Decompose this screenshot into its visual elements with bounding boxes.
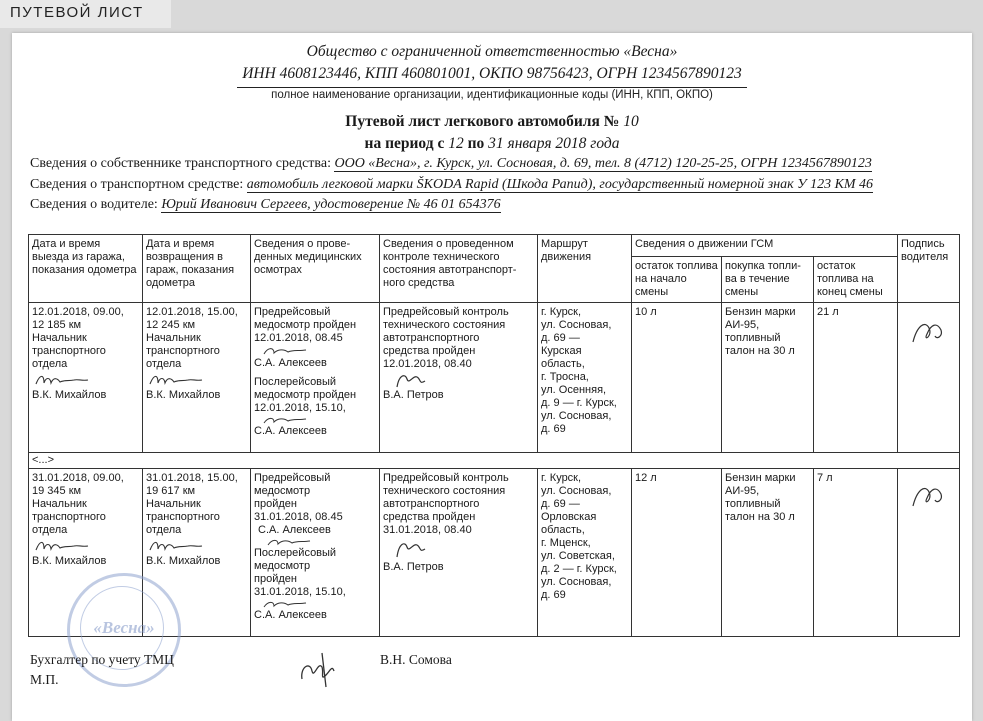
waybill-page bbox=[12, 33, 972, 721]
row2-technical-cell bbox=[380, 469, 538, 637]
header-signature: Подпись водителя bbox=[898, 235, 960, 303]
org-underline bbox=[237, 87, 747, 88]
company-seal-icon bbox=[67, 573, 181, 687]
waybill-title bbox=[12, 113, 972, 131]
row2-fuel-end: 7 л bbox=[814, 469, 898, 637]
org-codes: ИНН 4608123446, КПП 460801001, ОКПО 98756423, ОГРН 1234567890123 bbox=[242, 65, 742, 82]
header-fuel-group: Сведения о движении ГСМ bbox=[632, 235, 898, 257]
row2-technical-signer: В.А. Петров bbox=[383, 561, 444, 573]
row2-medical-pre-signer: С.А. Алексеев bbox=[258, 524, 331, 536]
signature-mikhailov-icon bbox=[146, 537, 206, 555]
row1-technical-signer: В.А. Петров bbox=[383, 389, 444, 401]
header-technical: Сведения о проведенном контроле технического состояния автотранспорт-ного средства bbox=[380, 235, 538, 303]
row2-return: 31.01.2018, 15.00, 19 617 км Начальник транспортного отдела bbox=[146, 472, 238, 536]
row2-return-signer: В.К. Михайлов bbox=[146, 555, 221, 567]
signature-mikhailov-icon bbox=[32, 371, 92, 389]
header-medical: Сведения о прове-денных медицинских осмотрах bbox=[251, 235, 380, 303]
period-mid: по bbox=[467, 135, 485, 152]
row1-medical-pre-signer: С.А. Алексеев bbox=[254, 357, 327, 369]
row2-medical-pre: Предрейсовый медосмотр пройден 31.01.2018, 08.45 bbox=[254, 472, 343, 523]
waybill-number: 10 bbox=[623, 113, 639, 130]
signature-alekseev-icon bbox=[254, 537, 314, 547]
header-departure: Дата и время выезда из гаража, показания одометра bbox=[29, 235, 143, 303]
row1-medical-cell bbox=[251, 303, 380, 453]
period-from: 12 bbox=[448, 135, 464, 152]
waybill-table bbox=[28, 234, 960, 637]
document-type-label: ПУТЕВОЙ ЛИСТ bbox=[10, 4, 144, 21]
row1-departure-cell bbox=[29, 303, 143, 453]
owner-info bbox=[30, 156, 872, 172]
accountant-name: В.Н. Сомова bbox=[380, 652, 452, 667]
row2-medical-post: Послерейсовый медосмотр пройден 31.01.2018, 15.10, bbox=[254, 547, 346, 598]
signature-somova-icon bbox=[296, 641, 346, 691]
org-name: Общество с ограниченной ответственностью «Весна» bbox=[306, 43, 678, 60]
row2-driver-signature-cell bbox=[898, 469, 960, 637]
ellipsis-row: <...> bbox=[29, 453, 960, 469]
document-type-tab bbox=[0, 0, 171, 28]
accountant-label: Бухгалтер по учету ТМЦ bbox=[30, 652, 174, 667]
vehicle-info bbox=[30, 177, 873, 193]
row1-fuel-end: 21 л bbox=[814, 303, 898, 453]
table-row bbox=[29, 303, 960, 453]
row1-route: г. Курск, ул. Сосновая, д. 69 — Курская область, г. Тросна, ул. Осенняя, д. 9 — г. Курск, ул. Сосновая, д. 69 bbox=[538, 303, 632, 453]
waybill-period bbox=[12, 135, 972, 153]
signature-mikhailov-icon bbox=[32, 537, 92, 555]
vehicle-label: Сведения о транспортном средстве: bbox=[30, 177, 244, 192]
period-to: 31 января 2018 года bbox=[488, 135, 620, 152]
signature-alekseev-icon bbox=[254, 345, 314, 357]
org-caption: полное наименование организации, идентификационные коды (ИНН, КПП, ОКПО) bbox=[271, 89, 713, 101]
row2-technical: Предрейсовый контроль технического состояния автотранспортного средства пройден 31.01.2018, 08.40 bbox=[383, 472, 509, 536]
signature-petrov-icon bbox=[383, 537, 443, 561]
row1-medical-pre: Предрейсовый медосмотр пройден 12.01.2018, 08.45 bbox=[254, 306, 357, 344]
row1-medical-post: Послерейсовый медосмотр пройден 12.01.2018, 15.10, bbox=[254, 376, 357, 414]
owner-label: Сведения о собственнике транспортного средства: bbox=[30, 156, 331, 171]
header-fuel-start: остаток топлива на начало смены bbox=[632, 257, 722, 303]
row1-return-signer: В.К. Михайлов bbox=[146, 389, 221, 401]
signature-driver-icon bbox=[907, 476, 957, 516]
row1-return-cell bbox=[143, 303, 251, 453]
row1-technical: Предрейсовый контроль технического состояния автотранспортного средства пройден 12.01.2018, 08.40 bbox=[383, 306, 509, 370]
row1-departure-signer: В.К. Михайлов bbox=[32, 389, 107, 401]
signature-alekseev-icon bbox=[254, 599, 314, 609]
row1-fuel-start: 10 л bbox=[632, 303, 722, 453]
table-row bbox=[29, 453, 960, 469]
header-route: Маршрут движения bbox=[538, 235, 632, 303]
row2-departure: 31.01.2018, 09.00, 19 345 км Начальник транспортного отдела bbox=[32, 472, 124, 536]
header-return: Дата и время возвращения в гараж, показания одометра bbox=[143, 235, 251, 303]
signature-alekseev-icon bbox=[254, 415, 314, 425]
title-prefix: Путевой лист легкового автомобиля № bbox=[345, 113, 620, 130]
signature-mikhailov-icon bbox=[146, 371, 206, 389]
header-fuel-buy: покупка топли-ва в течение смены bbox=[722, 257, 814, 303]
row1-fuel-buy: Бензин марки АИ-95, топливный талон на 30 л bbox=[722, 303, 814, 453]
row2-medical-post-signer: С.А. Алексеев bbox=[254, 609, 327, 621]
driver-value: Юрий Иванович Сергеев, удостоверение № 46 01 654376 bbox=[161, 197, 501, 212]
owner-value: ООО «Весна», г. Курск, ул. Сосновая, д. 69, тел. 8 (4712) 120-25-25, ОГРН 1234567890123 bbox=[334, 156, 872, 171]
period-prefix: на период с bbox=[364, 135, 445, 152]
seal-text: «Весна» bbox=[93, 618, 155, 637]
row1-return: 12.01.2018, 15.00, 12 245 км Начальник транспортного отдела bbox=[146, 306, 238, 370]
row1-driver-signature-cell bbox=[898, 303, 960, 453]
seal-label: М.П. bbox=[30, 672, 59, 687]
header-fuel-end: остаток топлива на конец смены bbox=[814, 257, 898, 303]
row2-fuel-start: 12 л bbox=[632, 469, 722, 637]
row2-departure-signer: В.К. Михайлов bbox=[32, 555, 107, 567]
row2-medical-cell bbox=[251, 469, 380, 637]
row2-route: г. Курск, ул. Сосновая, д. 69 — Орловская область, г. Мценск, ул. Советская, д. 2 — г. Курск, ул. Сосновая, д. 69 bbox=[538, 469, 632, 637]
vehicle-value: автомобиль легковой марки ŠKODA Rapid (Шкода Рапид), государственный номерной знак У 123 КМ 46 bbox=[246, 177, 874, 192]
row1-technical-cell bbox=[380, 303, 538, 453]
row1-medical-post-signer: С.А. Алексеев bbox=[254, 425, 327, 437]
row2-fuel-buy: Бензин марки АИ-95, топливный талон на 30 л bbox=[722, 469, 814, 637]
driver-label: Сведения о водителе: bbox=[30, 197, 158, 212]
row1-departure: 12.01.2018, 09.00, 12 185 км Начальник транспортного отдела bbox=[32, 306, 124, 370]
driver-info bbox=[30, 197, 501, 213]
signature-driver-icon bbox=[907, 312, 957, 352]
signature-petrov-icon bbox=[383, 371, 443, 389]
